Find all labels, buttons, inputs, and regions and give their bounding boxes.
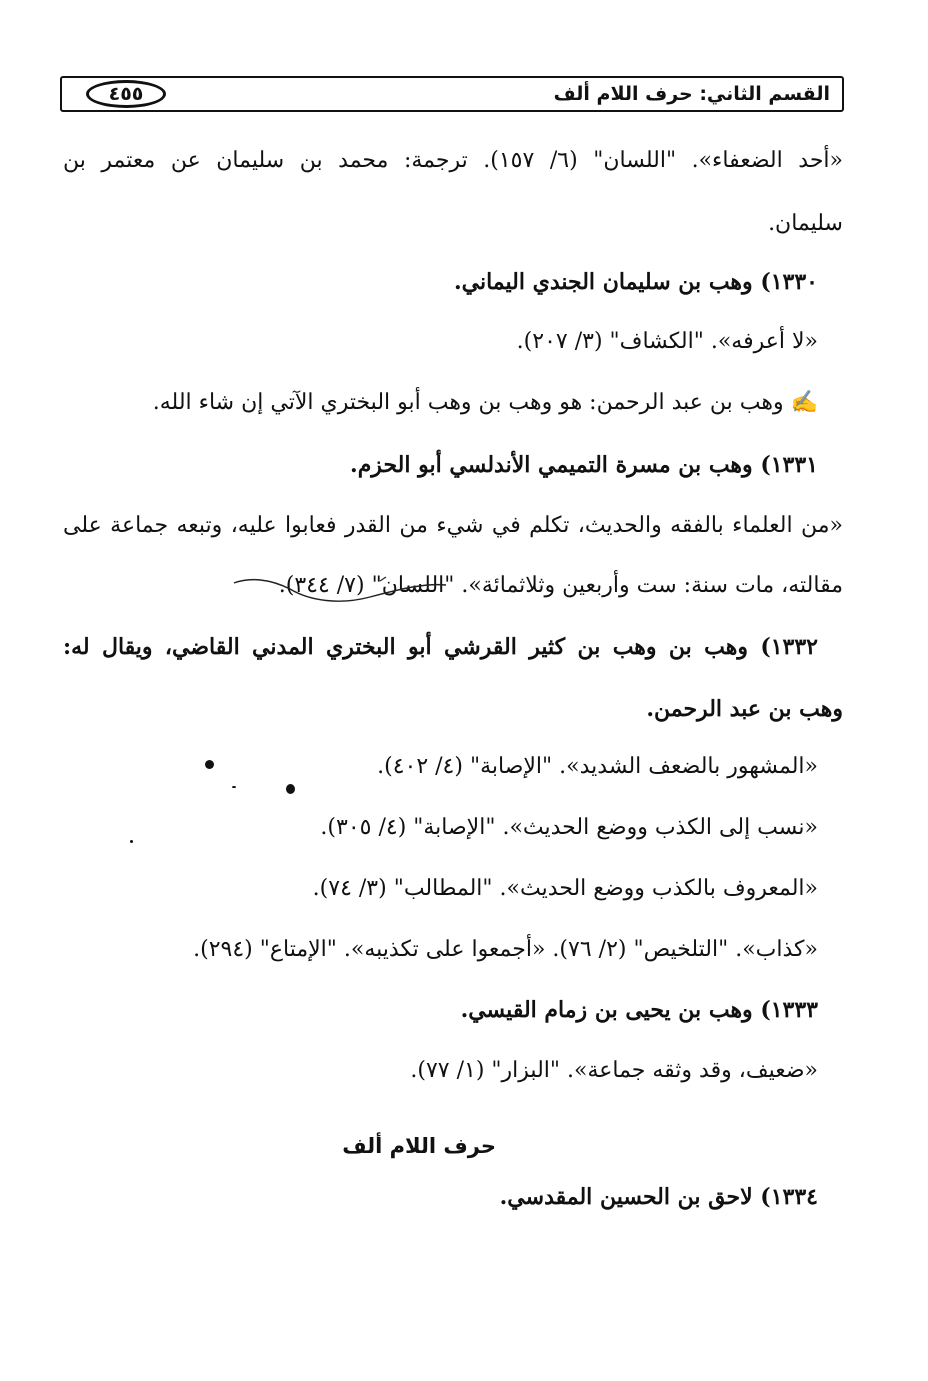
entry-heading-1331: ١٣٣١) وهب بن مسرة التميمي الأندلسي أبو الحزم. xyxy=(350,452,818,478)
entry-heading-1333: ١٣٣٣) وهب بن يحيى بن زمام القيسي. xyxy=(460,997,818,1023)
entry-heading-1332-cont: وهب بن عبد الرحمن. xyxy=(646,696,843,722)
text-line: مقالته، مات سنة: ست وأربعين وثلاثمائة». "اللسان" (٧/ ٣٤٤). xyxy=(278,573,843,598)
text-line: «المعروف بالكذب ووضع الحديث». "المطالب" (٣/ ٧٤). xyxy=(312,876,818,901)
page-number-oval: ٤٥٥ xyxy=(86,80,166,108)
running-header xyxy=(60,76,844,112)
ink-speck xyxy=(205,760,214,769)
text-line: سليمان. xyxy=(768,211,843,236)
entry-heading-1334: ١٣٣٤) لاحق بن الحسين المقدسي. xyxy=(499,1184,818,1210)
header-title: القسم الثاني: حرف اللام ألف xyxy=(553,83,830,105)
ink-speck xyxy=(130,840,133,843)
ink-speck xyxy=(232,786,236,788)
ink-speck xyxy=(286,784,295,794)
text-line: «كذاب». "التلخيص" (٢/ ٧٦). «أجمعوا على تكذيبه». "الإمتاع" (٢٩٤). xyxy=(193,937,818,962)
text-line: «لا أعرفه». "الكشاف" (٣/ ٢٠٧). xyxy=(516,329,818,354)
text-line: «المشهور بالضعف الشديد». "الإصابة" (٤/ ٤٠٢). xyxy=(377,754,818,779)
entry-heading-1332: ١٣٣٢) وهب بن وهب بن كثير القرشي أبو البختري المدني القاضي، ويقال له: xyxy=(63,634,818,660)
text-line: «من العلماء بالفقه والحديث، تكلم في شيء من القدر فعابوا عليه، وتبعه جماعة على xyxy=(63,513,843,538)
note-line: ✍ وهب بن عبد الرحمن: هو وهب بن وهب أبو البختري الآتي إن شاء الله. xyxy=(152,390,818,415)
text-line: «نسب إلى الكذب ووضع الحديث». "الإصابة" (٤/ ٣٠٥). xyxy=(320,815,818,840)
text-line: «ضعيف، وقد وثقه جماعة». "البزار" (١/ ٧٧). xyxy=(410,1058,818,1083)
entry-heading-1330: ١٣٣٠) وهب بن سليمان الجندي اليماني. xyxy=(453,269,818,295)
text-line: «أحد الضعفاء». "اللسان" (٦/ ١٥٧). ترجمة: محمد بن سليمان عن معتمر بن xyxy=(63,148,843,173)
section-heading: حرف اللام ألف xyxy=(342,1134,496,1158)
